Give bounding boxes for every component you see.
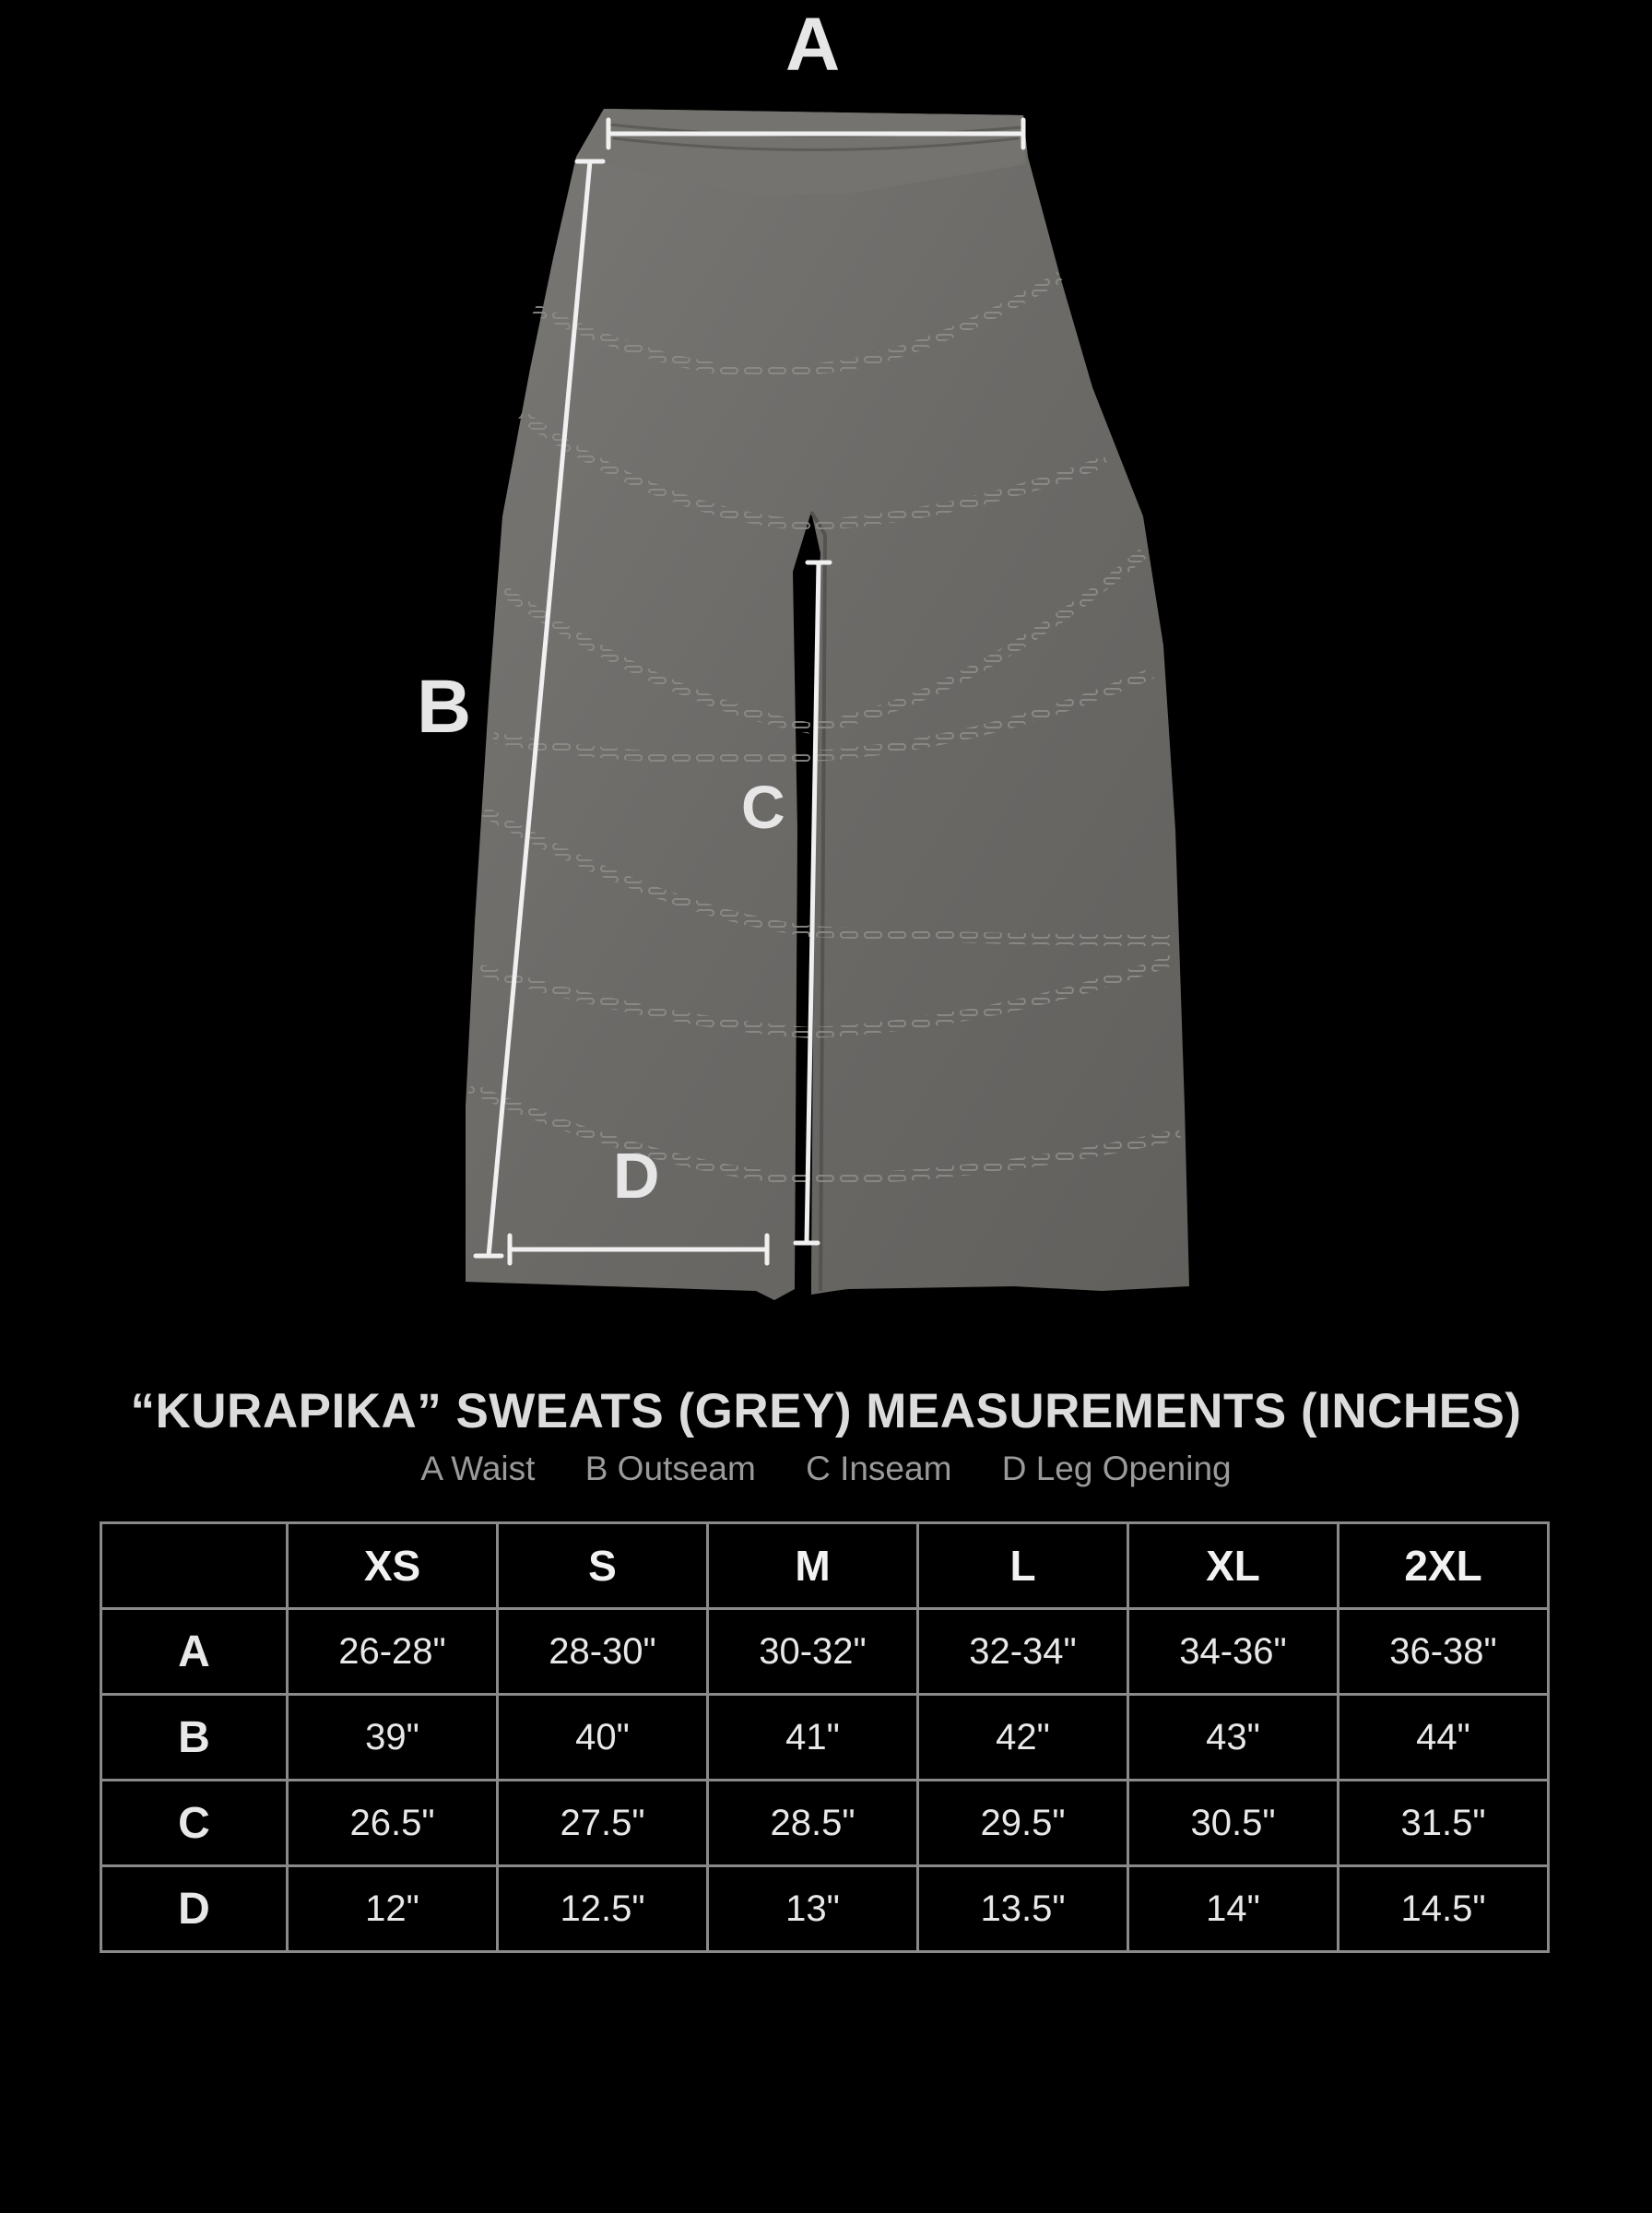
table-cell: 31.5" [1339, 1781, 1549, 1866]
table-row [101, 1866, 1549, 1952]
legend-item-leg-opening: D Leg Opening [1001, 1450, 1232, 1487]
label-d: D [613, 1140, 660, 1212]
size-header-xl: XL [1128, 1523, 1339, 1609]
label-b: B [417, 665, 472, 749]
table-cell: 13" [708, 1866, 918, 1952]
table-cell: 26.5" [288, 1781, 498, 1866]
table-cell: 30-32" [708, 1609, 918, 1695]
legend-item-inseam: C Inseam [806, 1450, 952, 1487]
table-row [101, 1781, 1549, 1866]
table-cell: 34-36" [1128, 1609, 1339, 1695]
legend-item-waist: A Waist [420, 1450, 536, 1487]
size-header-s: S [498, 1523, 708, 1609]
table-cell: 42" [918, 1695, 1128, 1781]
legend-item-outseam: B Outseam [584, 1450, 756, 1487]
table-corner-cell [101, 1523, 288, 1609]
table-row [101, 1695, 1549, 1781]
size-header-xs: XS [288, 1523, 498, 1609]
row-label: D [101, 1866, 288, 1952]
label-a: A [785, 3, 841, 87]
table-cell: 12.5" [498, 1866, 708, 1952]
table-cell: 36-38" [1339, 1609, 1549, 1695]
measurement-legend [0, 1450, 1652, 1488]
table-cell: 40" [498, 1695, 708, 1781]
row-label: A [101, 1609, 288, 1695]
size-chart-table [100, 1521, 1550, 1953]
size-header-2xl: 2XL [1339, 1523, 1549, 1609]
table-cell: 14.5" [1339, 1866, 1549, 1952]
label-c: C [741, 773, 785, 841]
table-cell: 32-34" [918, 1609, 1128, 1695]
table-cell: 13.5" [918, 1866, 1128, 1952]
table-cell: 30.5" [1128, 1781, 1339, 1866]
table-cell: 28.5" [708, 1781, 918, 1866]
table-cell: 43" [1128, 1695, 1339, 1781]
table-cell: 26-28" [288, 1609, 498, 1695]
chart-title: “KURAPIKA” SWEATS (GREY) MEASUREMENTS (INCHES) [130, 1384, 1522, 1438]
table-cell: 39" [288, 1695, 498, 1781]
row-label: C [101, 1781, 288, 1866]
table-cell: 27.5" [498, 1781, 708, 1866]
size-header-m: M [708, 1523, 918, 1609]
table-cell: 14" [1128, 1866, 1339, 1952]
table-cell: 29.5" [918, 1781, 1128, 1866]
table-cell: 12" [288, 1866, 498, 1952]
table-header-row [101, 1523, 1549, 1609]
row-label: B [101, 1695, 288, 1781]
size-header-l: L [918, 1523, 1128, 1609]
table-cell: 44" [1339, 1695, 1549, 1781]
table-row [101, 1609, 1549, 1695]
table-cell: 41" [708, 1695, 918, 1781]
table-cell: 28-30" [498, 1609, 708, 1695]
